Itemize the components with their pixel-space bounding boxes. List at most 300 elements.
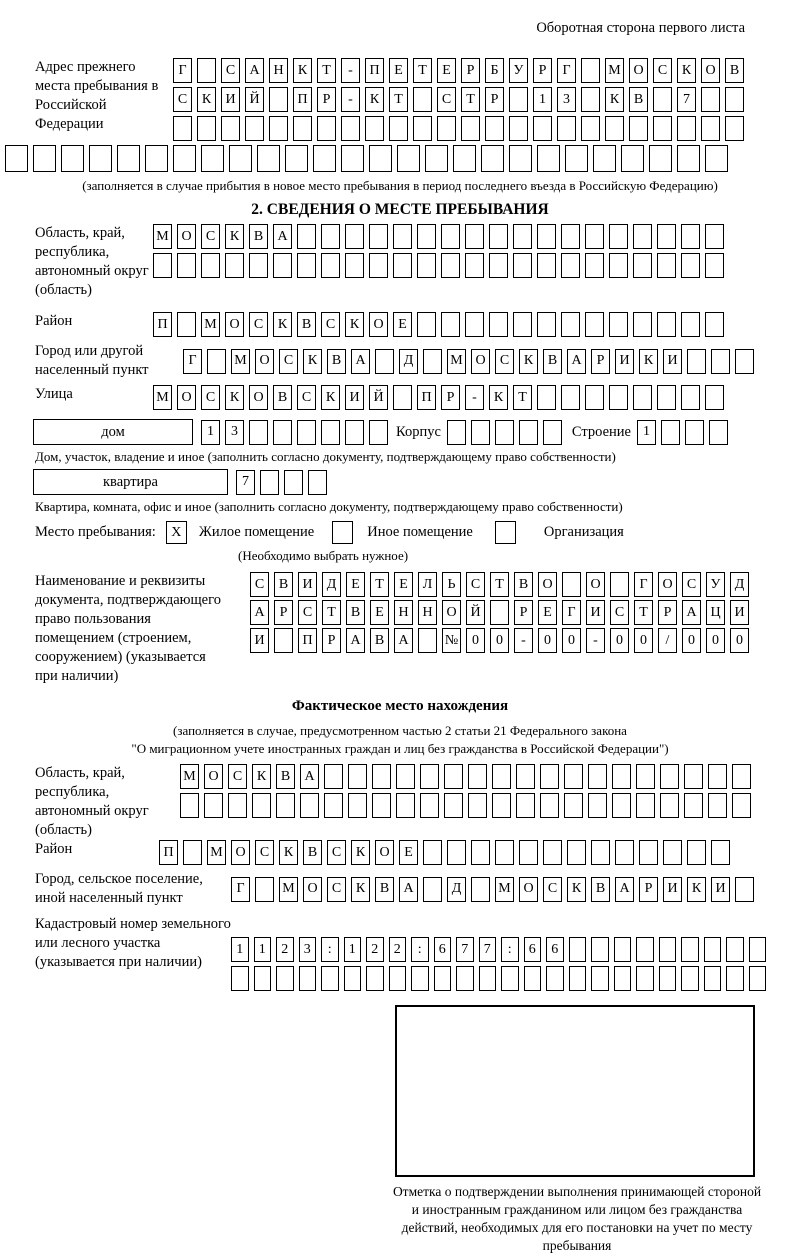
form-char-cell: К	[252, 764, 271, 789]
form-char-cell	[221, 116, 240, 141]
document-row-1	[250, 572, 749, 597]
form-char-cell	[681, 385, 700, 410]
form-char-cell: Б	[485, 58, 504, 83]
form-char-cell: Р	[639, 877, 658, 902]
form-char-cell	[207, 349, 226, 374]
form-char-cell: О	[204, 764, 223, 789]
mesto-label: Место пребывания:	[35, 524, 156, 540]
form-char-cell: М	[605, 58, 624, 83]
form-char-cell	[269, 116, 288, 141]
form-char-cell	[524, 966, 542, 991]
form-char-cell	[396, 793, 415, 818]
form-char-cell	[516, 793, 535, 818]
form-char-cell	[564, 764, 583, 789]
form-char-cell	[321, 420, 340, 445]
form-char-cell	[393, 385, 412, 410]
prev-address-label: Адрес прежнего места пребывания в Российской Федерации	[35, 59, 159, 132]
form-char-cell	[89, 145, 112, 172]
form-char-cell	[708, 764, 727, 789]
form-char-cell: К	[279, 840, 298, 865]
form-char-cell: К	[225, 224, 244, 249]
form-char-cell	[653, 87, 672, 112]
form-char-cell	[468, 793, 487, 818]
s2-oblast-row-2	[153, 253, 724, 278]
form-char-cell	[684, 764, 703, 789]
form-char-cell: Т	[322, 600, 341, 625]
form-char-cell	[569, 937, 587, 962]
form-char-cell	[490, 600, 509, 625]
form-char-cell	[588, 793, 607, 818]
form-char-cell	[709, 420, 728, 445]
form-char-cell	[372, 793, 391, 818]
form-char-cell	[501, 966, 519, 991]
form-char-cell	[321, 224, 340, 249]
form-char-cell: Т	[389, 87, 408, 112]
form-char-cell	[591, 937, 609, 962]
form-char-cell: 1	[254, 937, 272, 962]
form-char-cell	[565, 145, 588, 172]
form-char-cell	[423, 877, 442, 902]
form-char-cell	[614, 937, 632, 962]
form-char-cell: Р	[322, 628, 341, 653]
form-char-cell	[687, 349, 706, 374]
form-char-cell: С	[249, 312, 268, 337]
korpus-label: Корпус	[396, 423, 441, 440]
form-char-cell: -	[586, 628, 605, 653]
fact-oblast-label: Область, край, республика, автономный округ (область)	[35, 765, 149, 838]
form-char-cell	[413, 87, 432, 112]
form-char-cell: К	[273, 312, 292, 337]
fact-gorod-label: Город, сельское поселение, иной населенный пункт	[35, 871, 203, 906]
form-char-cell	[513, 312, 532, 337]
form-char-cell	[308, 470, 327, 495]
form-char-cell: И	[298, 572, 317, 597]
document-row-3	[250, 628, 749, 653]
form-char-cell: Р	[591, 349, 610, 374]
form-char-cell: В	[514, 572, 533, 597]
prev-address-block	[35, 58, 800, 141]
form-char-cell	[636, 764, 655, 789]
form-char-cell	[519, 840, 538, 865]
form-char-cell: С	[327, 840, 346, 865]
form-char-cell	[509, 87, 528, 112]
org-label: Организация	[543, 524, 624, 540]
form-char-cell: С	[437, 87, 456, 112]
s2-ulitsa-row	[153, 385, 724, 410]
form-char-cell	[441, 224, 460, 249]
form-char-cell: -	[341, 58, 360, 83]
stroenie-label: Строение	[571, 423, 631, 440]
form-char-cell: 0	[682, 628, 701, 653]
form-char-cell	[372, 764, 391, 789]
form-char-cell: 2	[389, 937, 407, 962]
form-char-cell	[591, 966, 609, 991]
form-char-cell	[657, 312, 676, 337]
form-char-cell: 0	[610, 628, 629, 653]
form-char-cell	[465, 224, 484, 249]
form-char-cell	[537, 145, 560, 172]
s2-dom-block	[33, 419, 800, 445]
form-char-cell	[375, 349, 394, 374]
form-char-cell	[197, 58, 216, 83]
form-char-cell: А	[394, 628, 413, 653]
form-char-cell: 3	[225, 420, 244, 445]
form-char-cell	[677, 145, 700, 172]
form-char-cell: А	[346, 628, 365, 653]
form-char-cell	[348, 764, 367, 789]
form-char-cell	[317, 116, 336, 141]
form-char-cell	[33, 145, 56, 172]
form-char-cell	[231, 966, 249, 991]
form-char-cell: 1	[637, 420, 656, 445]
fact-oblast-row-2	[180, 793, 751, 818]
form-char-cell	[485, 116, 504, 141]
form-char-cell: В	[629, 87, 648, 112]
form-char-cell: Е	[389, 58, 408, 83]
form-char-cell	[297, 253, 316, 278]
form-char-cell: У	[509, 58, 528, 83]
form-char-cell	[533, 116, 552, 141]
form-char-cell	[276, 793, 295, 818]
form-char-cell	[456, 966, 474, 991]
form-char-cell	[397, 145, 420, 172]
form-char-cell	[465, 312, 484, 337]
form-char-cell: М	[207, 840, 226, 865]
form-char-cell	[293, 116, 312, 141]
form-char-cell: 0	[490, 628, 509, 653]
form-char-cell	[621, 145, 644, 172]
form-char-cell	[313, 145, 336, 172]
form-char-cell	[657, 253, 676, 278]
form-char-cell: С	[610, 600, 629, 625]
form-char-cell	[633, 253, 652, 278]
form-char-cell	[471, 840, 490, 865]
form-char-cell: 6	[524, 937, 542, 962]
zhiloe-label: Жилое помещение	[198, 524, 315, 540]
stamp-caption: Отметка о подтверждении выполнения принимающей стороной и иностранным гражданином или лицом без гражданства действий, необходимых для его постановки на учет по месту пребывания	[392, 1184, 762, 1253]
form-char-cell	[321, 966, 339, 991]
form-char-cell: А	[567, 349, 586, 374]
form-char-cell	[629, 116, 648, 141]
form-char-cell: А	[682, 600, 701, 625]
form-char-cell	[297, 224, 316, 249]
form-char-cell: К	[345, 312, 364, 337]
form-char-cell	[228, 793, 247, 818]
kvartira-box: квартира	[33, 469, 228, 495]
form-char-cell: К	[225, 385, 244, 410]
form-char-cell	[735, 877, 754, 902]
form-char-cell	[516, 764, 535, 789]
form-char-cell	[183, 840, 202, 865]
form-char-cell	[612, 764, 631, 789]
form-char-cell: В	[273, 385, 292, 410]
form-char-cell	[704, 966, 722, 991]
form-char-cell	[581, 87, 600, 112]
form-char-cell	[537, 312, 556, 337]
form-char-cell	[257, 145, 280, 172]
form-char-cell: К	[351, 877, 370, 902]
s2-raion-row	[153, 312, 724, 337]
form-char-cell	[441, 312, 460, 337]
form-char-cell	[636, 966, 654, 991]
form-char-cell	[61, 145, 84, 172]
form-char-cell: 7	[456, 937, 474, 962]
document-block	[35, 572, 800, 686]
form-char-cell	[585, 224, 604, 249]
form-char-cell	[562, 572, 581, 597]
form-char-cell: В	[591, 877, 610, 902]
form-char-cell: К	[605, 87, 624, 112]
form-char-cell: В	[375, 877, 394, 902]
form-char-cell	[546, 966, 564, 991]
form-char-cell	[661, 420, 680, 445]
form-char-cell	[663, 840, 682, 865]
form-char-cell	[341, 116, 360, 141]
form-char-cell: С	[543, 877, 562, 902]
form-char-cell	[681, 253, 700, 278]
form-char-cell: Т	[413, 58, 432, 83]
form-char-cell	[659, 937, 677, 962]
fact-raion-block	[35, 840, 800, 865]
form-char-cell: 6	[546, 937, 564, 962]
form-char-cell: И	[615, 349, 634, 374]
form-char-cell	[585, 253, 604, 278]
form-char-cell: 3	[557, 87, 576, 112]
form-char-cell	[660, 793, 679, 818]
form-char-cell: Р	[533, 58, 552, 83]
form-char-cell: П	[159, 840, 178, 865]
form-char-cell: С	[279, 349, 298, 374]
form-char-cell	[324, 764, 343, 789]
form-char-cell: В	[725, 58, 744, 83]
form-char-cell	[389, 116, 408, 141]
form-char-cell	[300, 793, 319, 818]
form-char-cell: М	[153, 385, 172, 410]
form-char-cell	[229, 145, 252, 172]
form-char-cell	[393, 253, 412, 278]
form-char-cell: С	[297, 385, 316, 410]
form-char-cell	[567, 840, 586, 865]
form-char-cell	[249, 420, 268, 445]
form-char-cell	[252, 793, 271, 818]
form-char-cell	[653, 116, 672, 141]
form-char-cell	[465, 253, 484, 278]
form-char-cell	[344, 966, 362, 991]
fact-title: Фактическое место нахождения	[291, 698, 509, 714]
form-char-cell: Е	[394, 572, 413, 597]
form-char-cell	[117, 145, 140, 172]
form-char-cell: О	[369, 312, 388, 337]
form-char-cell: Ь	[442, 572, 461, 597]
form-char-cell: А	[245, 58, 264, 83]
form-char-cell	[285, 145, 308, 172]
form-char-cell	[605, 116, 624, 141]
dom-box: дом	[33, 419, 193, 445]
fact-oblast-block	[35, 764, 800, 840]
form-char-cell	[444, 764, 463, 789]
form-char-cell: Д	[447, 877, 466, 902]
form-char-cell: О	[177, 224, 196, 249]
form-char-cell	[585, 312, 604, 337]
section2-title: 2. СВЕДЕНИЯ О МЕСТЕ ПРЕБЫВАНИЯ	[251, 201, 549, 218]
form-char-cell: Р	[514, 600, 533, 625]
form-char-cell: И	[221, 87, 240, 112]
form-char-cell	[681, 937, 699, 962]
form-char-cell	[345, 253, 364, 278]
form-char-cell: Т	[317, 58, 336, 83]
form-char-cell: Т	[634, 600, 653, 625]
form-char-cell: -	[465, 385, 484, 410]
form-char-cell: К	[197, 87, 216, 112]
form-char-cell	[701, 116, 720, 141]
s2-gorod-block	[35, 342, 800, 380]
form-char-cell: Р	[658, 600, 677, 625]
fact-gorod-row	[231, 877, 754, 902]
form-char-cell	[413, 116, 432, 141]
form-char-cell	[389, 966, 407, 991]
form-char-cell	[569, 966, 587, 991]
prev-address-row-3	[173, 116, 744, 141]
form-char-cell	[177, 312, 196, 337]
s2-raion-block	[35, 312, 800, 337]
form-char-cell	[540, 793, 559, 818]
form-char-cell	[321, 253, 340, 278]
form-char-cell	[732, 793, 751, 818]
form-char-cell: В	[327, 349, 346, 374]
form-char-cell	[492, 793, 511, 818]
form-char-cell	[434, 966, 452, 991]
form-char-cell	[481, 145, 504, 172]
form-char-cell	[708, 793, 727, 818]
kvartira-cells	[236, 470, 327, 495]
form-char-cell	[705, 312, 724, 337]
form-char-cell: Н	[394, 600, 413, 625]
fact-raion-label: Район	[35, 841, 73, 857]
form-char-cell	[471, 877, 490, 902]
form-char-cell	[173, 116, 192, 141]
form-char-cell: Р	[485, 87, 504, 112]
form-char-cell: Т	[461, 87, 480, 112]
form-char-cell	[725, 87, 744, 112]
form-char-cell	[537, 253, 556, 278]
zhiloe-checkbox: X	[166, 521, 187, 544]
form-char-cell: 1	[344, 937, 362, 962]
form-char-cell: В	[303, 840, 322, 865]
form-char-cell	[581, 116, 600, 141]
s2-ulitsa-label: Улица	[35, 386, 73, 402]
form-char-cell: 7	[236, 470, 255, 495]
form-char-cell	[609, 312, 628, 337]
form-char-cell	[732, 764, 751, 789]
form-char-cell: Д	[730, 572, 749, 597]
form-char-cell: Е	[370, 600, 389, 625]
form-char-cell: Л	[418, 572, 437, 597]
form-char-cell	[615, 840, 634, 865]
form-char-cell: С	[250, 572, 269, 597]
form-char-cell: И	[711, 877, 730, 902]
form-char-cell: Е	[437, 58, 456, 83]
form-char-cell: Н	[269, 58, 288, 83]
form-char-cell: 3	[299, 937, 317, 962]
kvartira-note: Квартира, комната, офис и иное (заполнить согласно документу, подтверждающему право собственности)	[35, 499, 623, 514]
form-char-cell: Р	[317, 87, 336, 112]
form-char-cell	[345, 224, 364, 249]
form-char-cell: 6	[434, 937, 452, 962]
form-char-cell	[468, 764, 487, 789]
form-char-cell	[636, 793, 655, 818]
form-char-cell	[284, 470, 303, 495]
form-char-cell	[420, 764, 439, 789]
form-char-cell: О	[249, 385, 268, 410]
form-char-cell	[420, 793, 439, 818]
mesto-block	[35, 521, 800, 544]
form-char-cell	[396, 764, 415, 789]
form-char-cell	[612, 793, 631, 818]
form-char-cell: О	[303, 877, 322, 902]
form-char-cell: У	[706, 572, 725, 597]
form-char-cell	[145, 145, 168, 172]
s2-gorod-row	[183, 349, 754, 374]
form-char-cell: О	[231, 840, 250, 865]
form-char-cell: Р	[461, 58, 480, 83]
form-char-cell	[423, 349, 442, 374]
form-char-cell	[649, 145, 672, 172]
form-char-cell: О	[629, 58, 648, 83]
form-char-cell: Т	[490, 572, 509, 597]
form-char-cell	[489, 253, 508, 278]
form-char-cell: К	[293, 58, 312, 83]
form-char-cell: К	[365, 87, 384, 112]
form-char-cell	[393, 224, 412, 249]
prev-address-row-2	[173, 87, 744, 112]
form-char-cell	[687, 840, 706, 865]
form-char-cell	[581, 58, 600, 83]
form-char-cell: С	[466, 572, 485, 597]
fact-kadastr-row-1	[231, 937, 766, 962]
form-char-cell: Г	[173, 58, 192, 83]
form-char-cell	[365, 116, 384, 141]
form-char-cell: П	[365, 58, 384, 83]
form-char-cell	[633, 312, 652, 337]
form-char-cell	[593, 145, 616, 172]
s2-ulitsa-block	[35, 385, 800, 410]
form-char-cell	[609, 224, 628, 249]
form-char-cell	[444, 793, 463, 818]
form-char-cell: В	[297, 312, 316, 337]
form-char-cell: К	[321, 385, 340, 410]
form-char-cell: Д	[399, 349, 418, 374]
form-char-cell: С	[653, 58, 672, 83]
stroenie-cells	[637, 420, 728, 445]
form-char-cell	[369, 253, 388, 278]
form-char-cell: П	[293, 87, 312, 112]
form-char-cell: 0	[706, 628, 725, 653]
prev-address-overflow-row	[5, 145, 800, 172]
form-char-cell: 1	[231, 937, 249, 962]
form-char-cell	[588, 764, 607, 789]
form-char-cell: 0	[562, 628, 581, 653]
form-char-cell: С	[201, 385, 220, 410]
fact-oblast-row-1	[180, 764, 751, 789]
form-char-cell	[173, 145, 196, 172]
form-char-cell	[681, 312, 700, 337]
form-char-cell	[479, 966, 497, 991]
form-char-cell	[369, 145, 392, 172]
form-char-cell: 0	[730, 628, 749, 653]
form-char-cell	[659, 966, 677, 991]
form-char-cell: Г	[183, 349, 202, 374]
form-char-cell	[705, 224, 724, 249]
